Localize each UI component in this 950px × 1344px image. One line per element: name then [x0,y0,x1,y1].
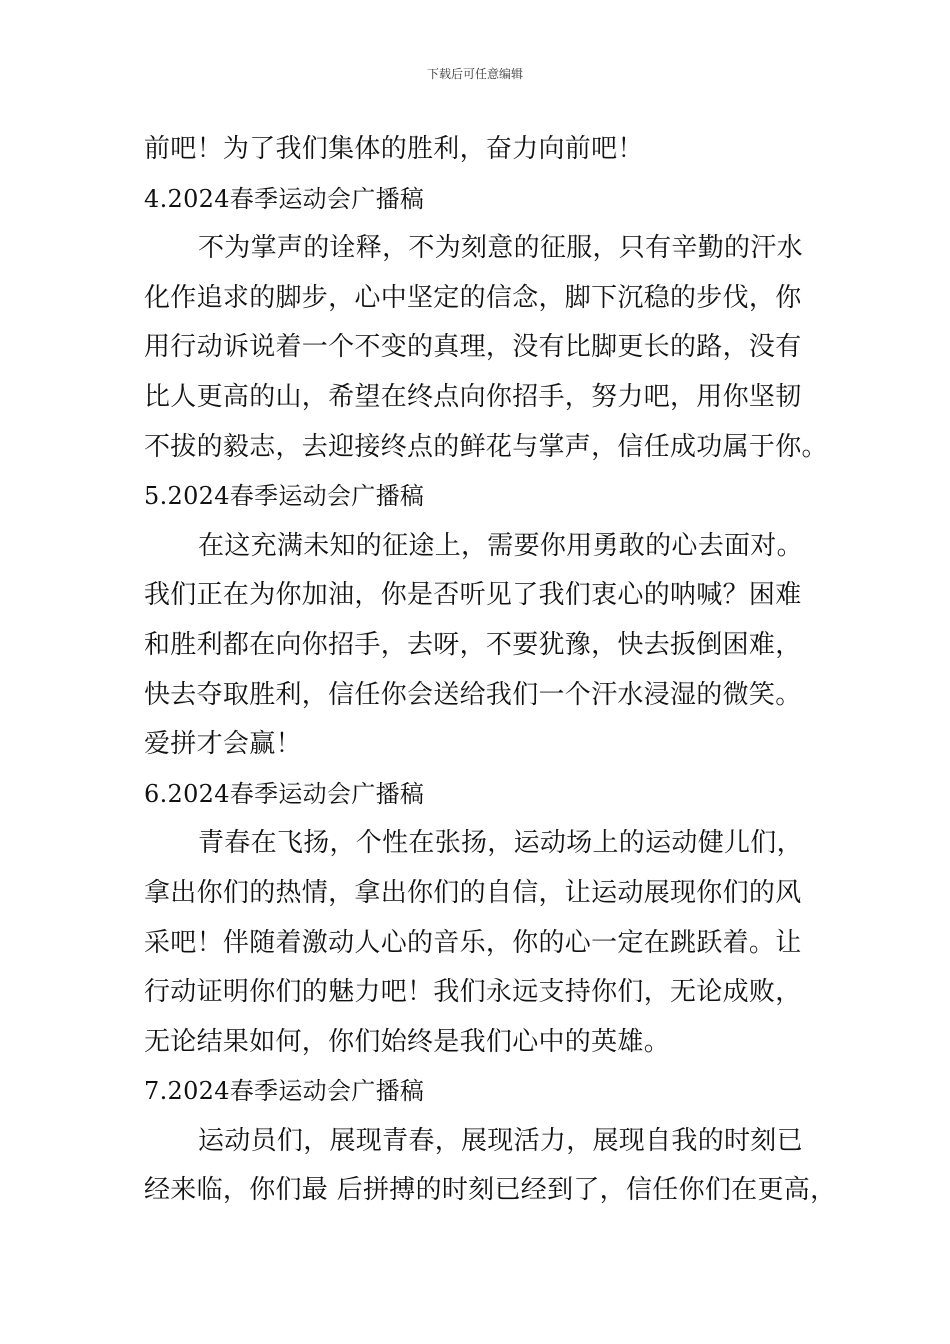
text-line: 爱拼才会赢！ [144,729,302,760]
text-line: 我们正在为你加油，你是否听见了我们衷心的呐喊？困难 [144,580,802,611]
text-line: 化作追求的脚步，心中坚定的信念，脚下沉稳的步伐，你 [144,282,802,313]
document-body [144,125,837,1216]
text-line: 无论结果如何，你们始终是我们心中的英雄。 [144,1026,671,1057]
text-line: 比人更高的山，希望在终点向你招手，努力吧，用你坚韧 [144,381,802,412]
text-line: 前吧！为了我们集体的胜利，奋力向前吧！ [144,134,644,164]
section-heading: 4.2024春季运动会广播稿 [144,184,425,213]
section-heading: 6.2024春季运动会广播稿 [144,779,425,808]
text-line: 行动证明你们的魅力吧！我们永远支持你们，无论成败， [144,977,802,1008]
text-line: 不拔的毅志，去迎接终点的鲜花与掌声，信任成功属于你。 [144,431,828,462]
section-heading: 5.2024春季运动会广播稿 [144,482,425,511]
text-line: 用行动诉说着一个不变的真理，没有比脚更长的路，没有 [144,332,802,363]
text-line: 不为掌声的诠释，不为刻意的征服，只有辛勤的汗水 [198,233,803,264]
text-line: 采吧！伴随着激动人心的音乐，你的心一定在跳跃着。让 [144,927,802,958]
text-line: 经来临，你们最 后拼搏的时刻已经到了，信任你们在更高， [144,1175,837,1206]
section-heading: 7.2024春季运动会广播稿 [144,1077,425,1106]
text-line: 拿出你们的热情，拿出你们的自信，让运动展现你们的风 [144,877,802,908]
text-line: 和胜利都在向你招手，去呀，不要犹豫，快去扳倒困难， [144,629,802,660]
text-line: 快去夺取胜利，信任你会送给我们一个汗水浸湿的微笑。 [144,679,802,710]
text-line: 运动员们，展现青春，展现活力，展现自我的时刻已 [198,1125,803,1156]
text-line: 在这充满未知的征途上，需要你用勇敢的心去面对。 [198,530,803,561]
page-header: 下载后可任意编辑 [426,67,523,81]
text-line: 青春在飞扬，个性在张扬，运动场上的运动健儿们， [198,828,803,859]
